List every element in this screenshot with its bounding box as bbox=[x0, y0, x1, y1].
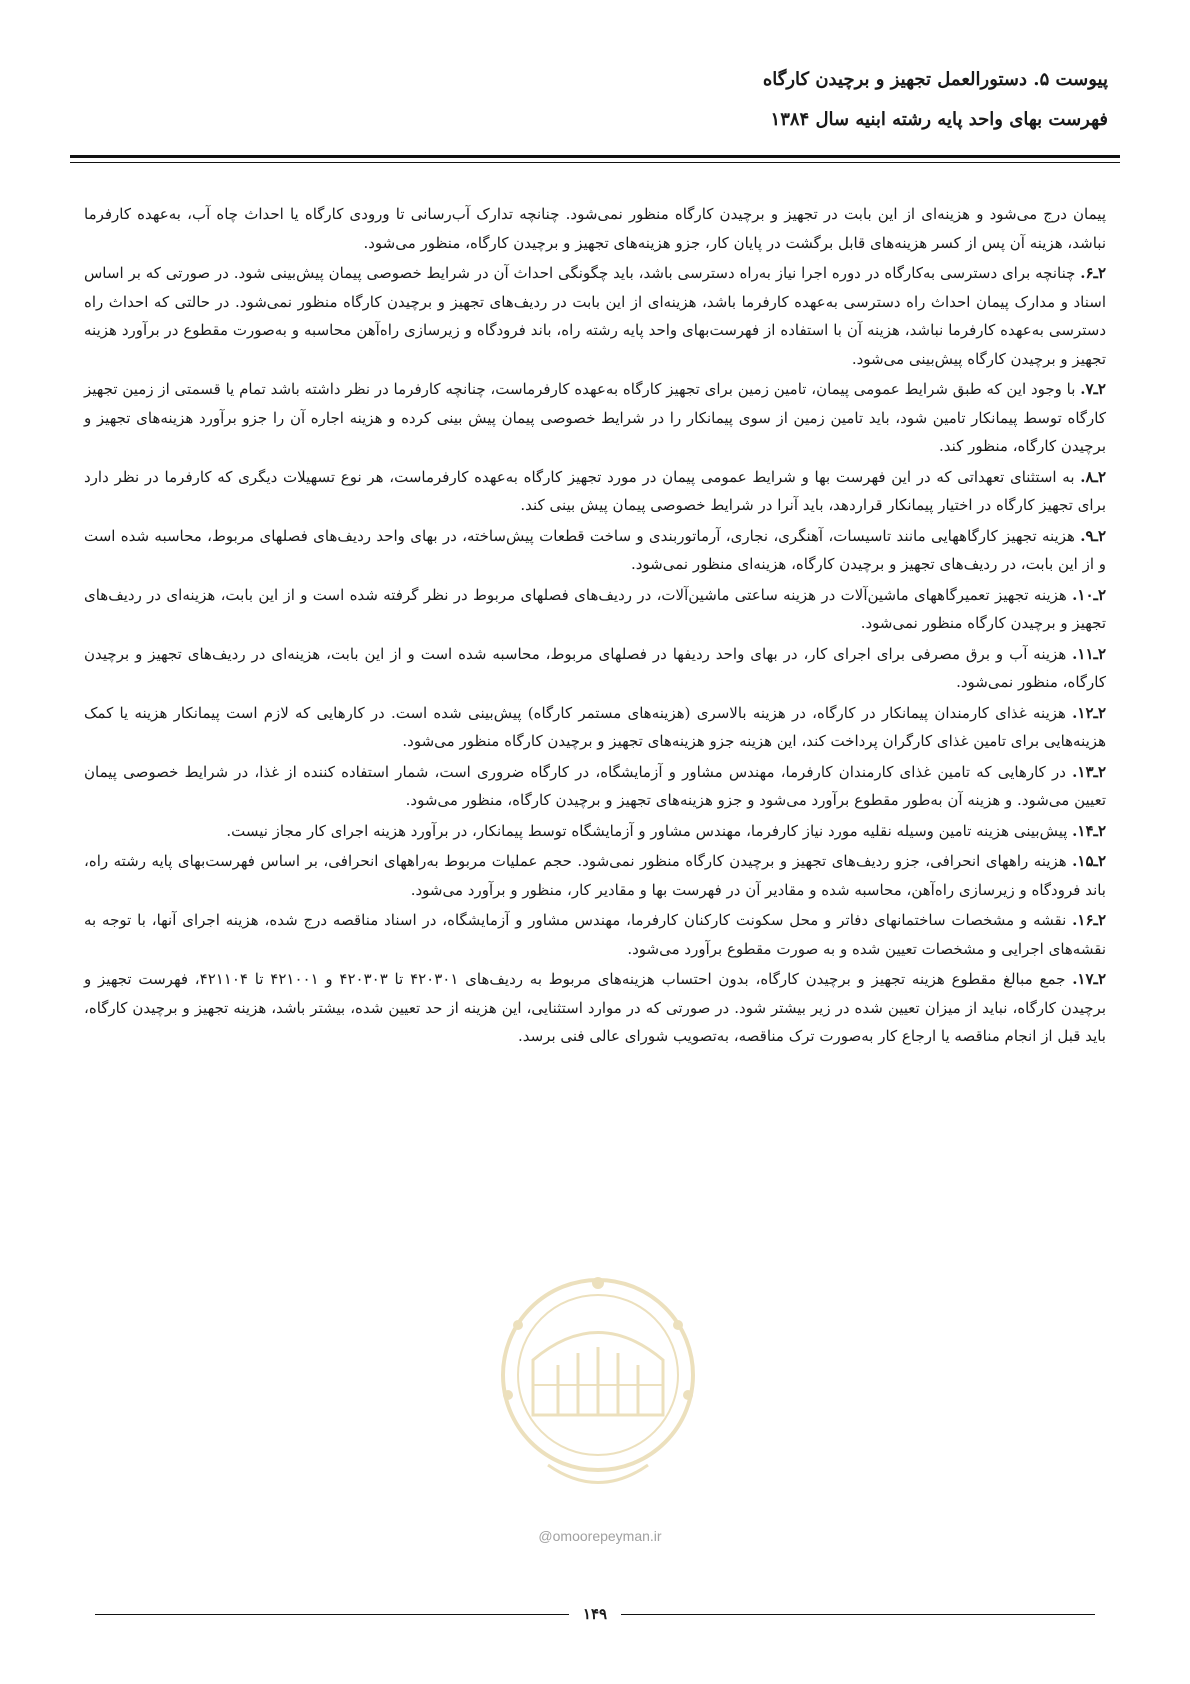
paragraph bbox=[84, 817, 1106, 846]
page-footer bbox=[95, 1602, 1095, 1626]
paragraph bbox=[84, 581, 1106, 638]
clause-number: ۲ـ۱۴. bbox=[1072, 821, 1106, 840]
clause-text: جمع مبالغ مقطوع هزینه تجهیز و برچیدن کارگاه، بدون احتساب هزینه‌های مربوط به ردیف‌های ۴۲۰۳۰۱ تا ۴۲۰۳۰۳ و ۴۲۱۰۰۱ تا ۴۲۱۱۰۴، فهرست تجهیز و برچیدن کارگاه، نباید از میزان تعیین شده در زیر بیشتر شود. در صورتی که در موارد استثنایی، این هزینه از حد تعیین شده، بیشتر باشد، هزینه تجهیز و برچیدن کارگاه، باید قبل از انجام مناقصه یا ارجاع کار به‌صورت ترک مناقصه، به‌تصویب شورای عالی فنی برسد. bbox=[84, 970, 1106, 1045]
clause-number: ۲ـ۷. bbox=[1080, 380, 1106, 398]
paragraph bbox=[84, 758, 1106, 815]
page-number: ۱۴۹ bbox=[582, 1605, 608, 1623]
paragraph bbox=[84, 259, 1106, 373]
body-text bbox=[84, 200, 1106, 1053]
clause-number: ۲ـ۶. bbox=[1080, 264, 1106, 282]
clause-text: هزینه تجهیز تعمیرگاههای ماشین‌آلات در هزینه ساعتی ماشین‌آلات، در ردیف‌های فصلهای مربوط در نظر گرفته شده است و از این بابت، هزینه‌ای در ردیف‌های تجهیز و برچیدن کارگاه منظور نمی‌شود. bbox=[84, 585, 1106, 632]
header-divider-thin bbox=[70, 162, 1120, 163]
clause-number: ۲ـ۱۵. bbox=[1072, 852, 1106, 870]
clause-number: ۲ـ۱۶. bbox=[1072, 911, 1106, 929]
clause-text: پیش‌بینی هزینه تامین وسیله نقلیه مورد نیاز کارفرما، مهندس مشاور و آزمایشگاه توسط پیمانکار، در برآورد هزینه اجرای کار مجاز نیست. bbox=[226, 821, 1068, 840]
page-header bbox=[763, 60, 1108, 140]
price-list-title: فهرست بهای واحد پایه رشته ابنیه سال ۱۳۸۴ bbox=[770, 109, 1108, 130]
footer-rule-left bbox=[95, 1614, 569, 1615]
clause-number: ۲ـ۱۲. bbox=[1072, 703, 1106, 722]
paragraph bbox=[84, 463, 1106, 520]
paragraph bbox=[84, 522, 1106, 579]
clause-number: ۲ـ۸. bbox=[1080, 467, 1106, 486]
clause-text: هزینه آب و برق مصرفی برای اجرای کار، در بهای واحد ردیفها در فصلهای مربوط، محاسبه شده است و از این بابت، هزینه‌ای در ردیف‌های تجهیز و برچیدن کارگاه، منظور نمی‌شود. bbox=[84, 644, 1106, 691]
clause-number: ۲ـ۱۱. bbox=[1072, 644, 1106, 663]
clause-number: ۲ـ۱۷. bbox=[1072, 970, 1107, 988]
clause-text: هزینه غذای کارمندان پیمانکار در کارگاه، در هزینه بالاسری (هزینه‌های مستمر کارگاه) پیش‌بینی شده است. در کارهایی که لازم است پیمانکار هزینه یا کمک هزینه‌هایی برای تامین غذای کارگران پرداخت کند، این هزینه جزو هزینه‌های تجهیز و برچیدن کارگاه منظور می‌شود. bbox=[84, 703, 1106, 750]
clause-text: پیمان درج می‌شود و هزینه‌ای از این بابت در تجهیز و برچیدن کارگاه منظور نمی‌شود. چنانچه تدارک آب‌رسانی تا ورودی کارگاه یا احداث چاه آب، به‌عهده کارفرما نباشد، هزینه آن پس از کسر هزینه‌های قابل برگشت در پایان کار، جزو هزینه‌های تجهیز و برچیدن کارگاه، منظور می‌شود. bbox=[84, 205, 1106, 252]
clause-text: به استثنای تعهداتی که در این فهرست بها و شرایط عمومی پیمان در مورد تجهیز کارگاه به‌عهده کارفرماست، هر نوع تسهیلات دیگری که کارفرما در نظر دارد برای تجهیز کارگاه در اختیار پیمانکار قراردهد، باید آنرا در شرایط خصوصی پیمان پیش بینی کند. bbox=[84, 467, 1106, 514]
clause-text: هزینه تجهیز کارگاههایی مانند تاسیسات، آهنگری، نجاری، آرماتوربندی و ساخت قطعات پیش‌ساخته، در بهای واحد ردیف‌های فصلهای مربوط، محاسبه شده است و از این بابت، در ردیف‌های تجهیز و برچیدن کارگاه، هزینه‌ای منظور نمی‌شود. bbox=[84, 526, 1106, 573]
paragraph bbox=[84, 906, 1106, 963]
clause-number: ۲ـ۱۳. bbox=[1072, 762, 1106, 781]
appendix-title: پیوست ۵. دستورالعمل تجهیز و برچیدن کارگاه bbox=[762, 69, 1108, 90]
paragraph bbox=[84, 847, 1106, 904]
paragraph bbox=[84, 699, 1106, 756]
clause-text: با وجود این که طبق شرایط عمومی پیمان، تامین زمین برای تجهیز کارگاه به‌عهده کارفرماست، چنانچه کارفرما در نظر داشته باشد تمام یا قسمتی از زمین تجهیز کارگاه توسط پیمانکار تامین شود، باید تامین زمین از سوی پیمانکار را در شرایط خصوصی پیمان پیش بینی کرده و هزینه اجاره آن را جزو برآورد هزینه‌های تجهیز و برچیدن کارگاه، منظور کند. bbox=[84, 380, 1106, 455]
clause-text: نقشه و مشخصات ساختمانهای دفاتر و محل سکونت کارکنان کارفرما، مهندس مشاور و آزمایشگاه، در اسناد مناقصه درج شده، هزینه اجرای آنها، با توجه به نقشه‌های اجرایی و مشخصات تعیین شده و به صورت مقطوع برآورد می‌شود. bbox=[84, 911, 1106, 958]
paragraph bbox=[84, 640, 1106, 697]
clause-text: در کارهایی که تامین غذای کارمندان کارفرما، مهندس مشاور و آزمایشگاه، در کارگاه ضروری است، شمار استفاده کننده از غذا، در شرایط خصوصی پیمان تعیین می‌شود. و هزینه آن به‌طور مقطوع برآورد می‌شود و جزو هزینه‌های تجهیز و برچیدن کارگاه، منظور می‌شود. bbox=[84, 762, 1106, 809]
paragraph bbox=[84, 375, 1106, 461]
footer-rule-right bbox=[621, 1614, 1095, 1615]
clause-number: ۲ـ۱۰. bbox=[1072, 585, 1106, 604]
clause-text: چنانچه برای دسترسی به‌کارگاه در دوره اجرا نیاز به‌راه دسترسی باشد، باید چگونگی احداث آن در شرایط خصوصی پیمان پیش‌بینی شود. در صورتی که بر اساس اسناد و مدارک پیمان احداث راه دسترسی به‌عهده کارفرما باشد، هزینه‌ای از این بابت در ردیف‌های تجهیز و برچیدن کارگاه منظور نمی‌شود. در حالتی که احداث راه دسترسی به‌عهده کارفرما نباشد، هزینه آن با استفاده از فهرست‌بهای واحد پایه رشته راه، باند فرودگاه و زیرسازی راه‌آهن محاسبه و به‌صورت مقطوع در برآورد هزینه تجهیز و برچیدن کارگاه پیش‌بینی می‌شود. bbox=[84, 264, 1106, 368]
paragraph bbox=[84, 200, 1106, 257]
watermark-caption: @omoorepeyman.ir bbox=[538, 1528, 662, 1544]
clause-text: هزینه راههای انحرافی، جزو ردیف‌های تجهیز و برچیدن کارگاه منظور نمی‌شود. حجم عملیات مربوط به‌راههای انحرافی، بر اساس فهرست‌بهای پایه رشته راه، باند فرودگاه و زیرسازی راه‌آهن، محاسبه شده و مقادیر آن در فهرست بها و مقادیر کار، منظور و برآورد می‌شود. bbox=[84, 852, 1106, 899]
paragraph bbox=[84, 965, 1106, 1051]
seal-logo-icon bbox=[488, 1265, 708, 1515]
header-divider-thick bbox=[70, 155, 1120, 158]
clause-number: ۲ـ۹. bbox=[1080, 526, 1106, 545]
